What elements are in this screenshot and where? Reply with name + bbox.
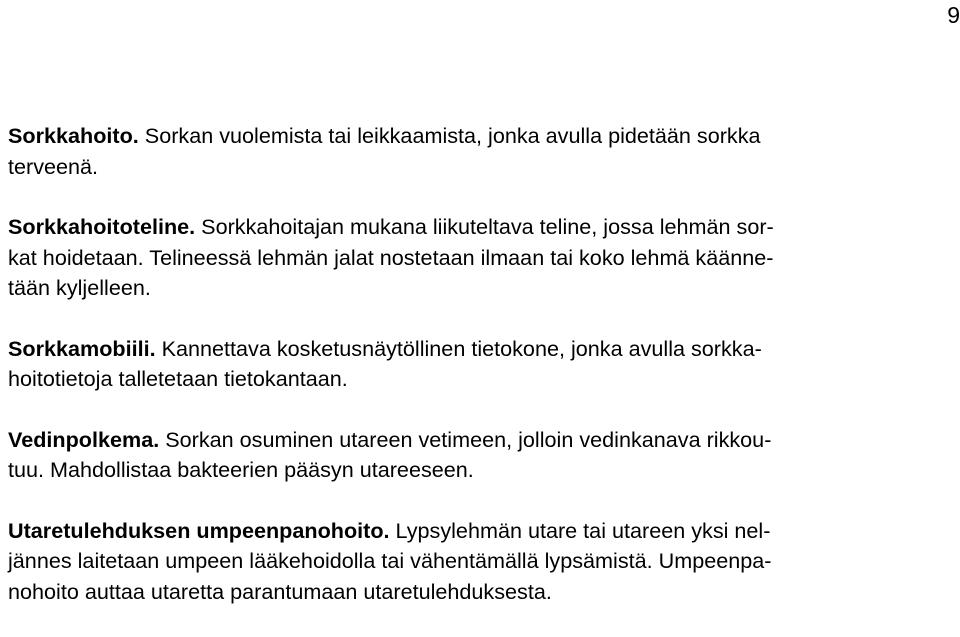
definition-text: nohoito auttaa utaretta parantumaan utaretulehduksesta. xyxy=(8,578,552,604)
glossary-term: Utaretulehduksen umpeenpanohoito. xyxy=(8,517,390,543)
definition-text: Sorkan osuminen utareen vetimeen, jolloin vedinkanava rikkou- xyxy=(159,426,772,452)
definition-text: terveenä. xyxy=(8,153,99,179)
definition-text: Sorkan vuolemista tai leikkaamista, jonka avulla pidetään sorkka xyxy=(138,123,761,148)
definition-text: hoitotietoja talletetaan tietokantaan. xyxy=(8,366,348,391)
glossary-content xyxy=(8,121,952,637)
glossary-entry xyxy=(8,334,952,395)
glossary-term: Sorkkahoitoteline. xyxy=(8,214,196,239)
glossary-term: Sorkkahoito. xyxy=(8,123,139,148)
definition-text: Sorkkahoitajan mukana liikuteltava teline, jossa lehmän sor- xyxy=(195,214,774,239)
definition-text: tään kyljelleen. xyxy=(8,275,151,300)
entry-line xyxy=(8,121,952,152)
glossary-term: Sorkkamobiili. xyxy=(8,335,156,361)
entry-line xyxy=(8,516,952,547)
page-number: 9 xyxy=(947,2,960,28)
definition-text: kat hoidetaan. Telineessä lehmän jalat nostetaan ilmaan tai koko lehmä käänne- xyxy=(8,244,774,270)
entry-line xyxy=(8,334,952,365)
definition-text: tuu. Mahdollistaa bakteerien pääsyn utareeseen. xyxy=(8,457,474,482)
definition-text: jännes laitetaan umpeen lääkehoidolla tai vähentämällä lypsämistä. Umpeenpa- xyxy=(8,548,772,573)
glossary-entry xyxy=(8,425,952,486)
glossary-term: Vedinpolkema. xyxy=(8,426,160,452)
glossary-entry xyxy=(8,212,952,304)
entry-line xyxy=(8,425,952,456)
definition-text: Lypsylehmän utare tai utareen yksi nel- xyxy=(389,517,771,543)
glossary-entry xyxy=(8,121,952,182)
glossary-entry xyxy=(8,516,952,608)
entry-line xyxy=(8,212,952,243)
definition-text: Kannettava kosketusnäytöllinen tietokone, jonka avulla sorkka- xyxy=(155,335,762,361)
